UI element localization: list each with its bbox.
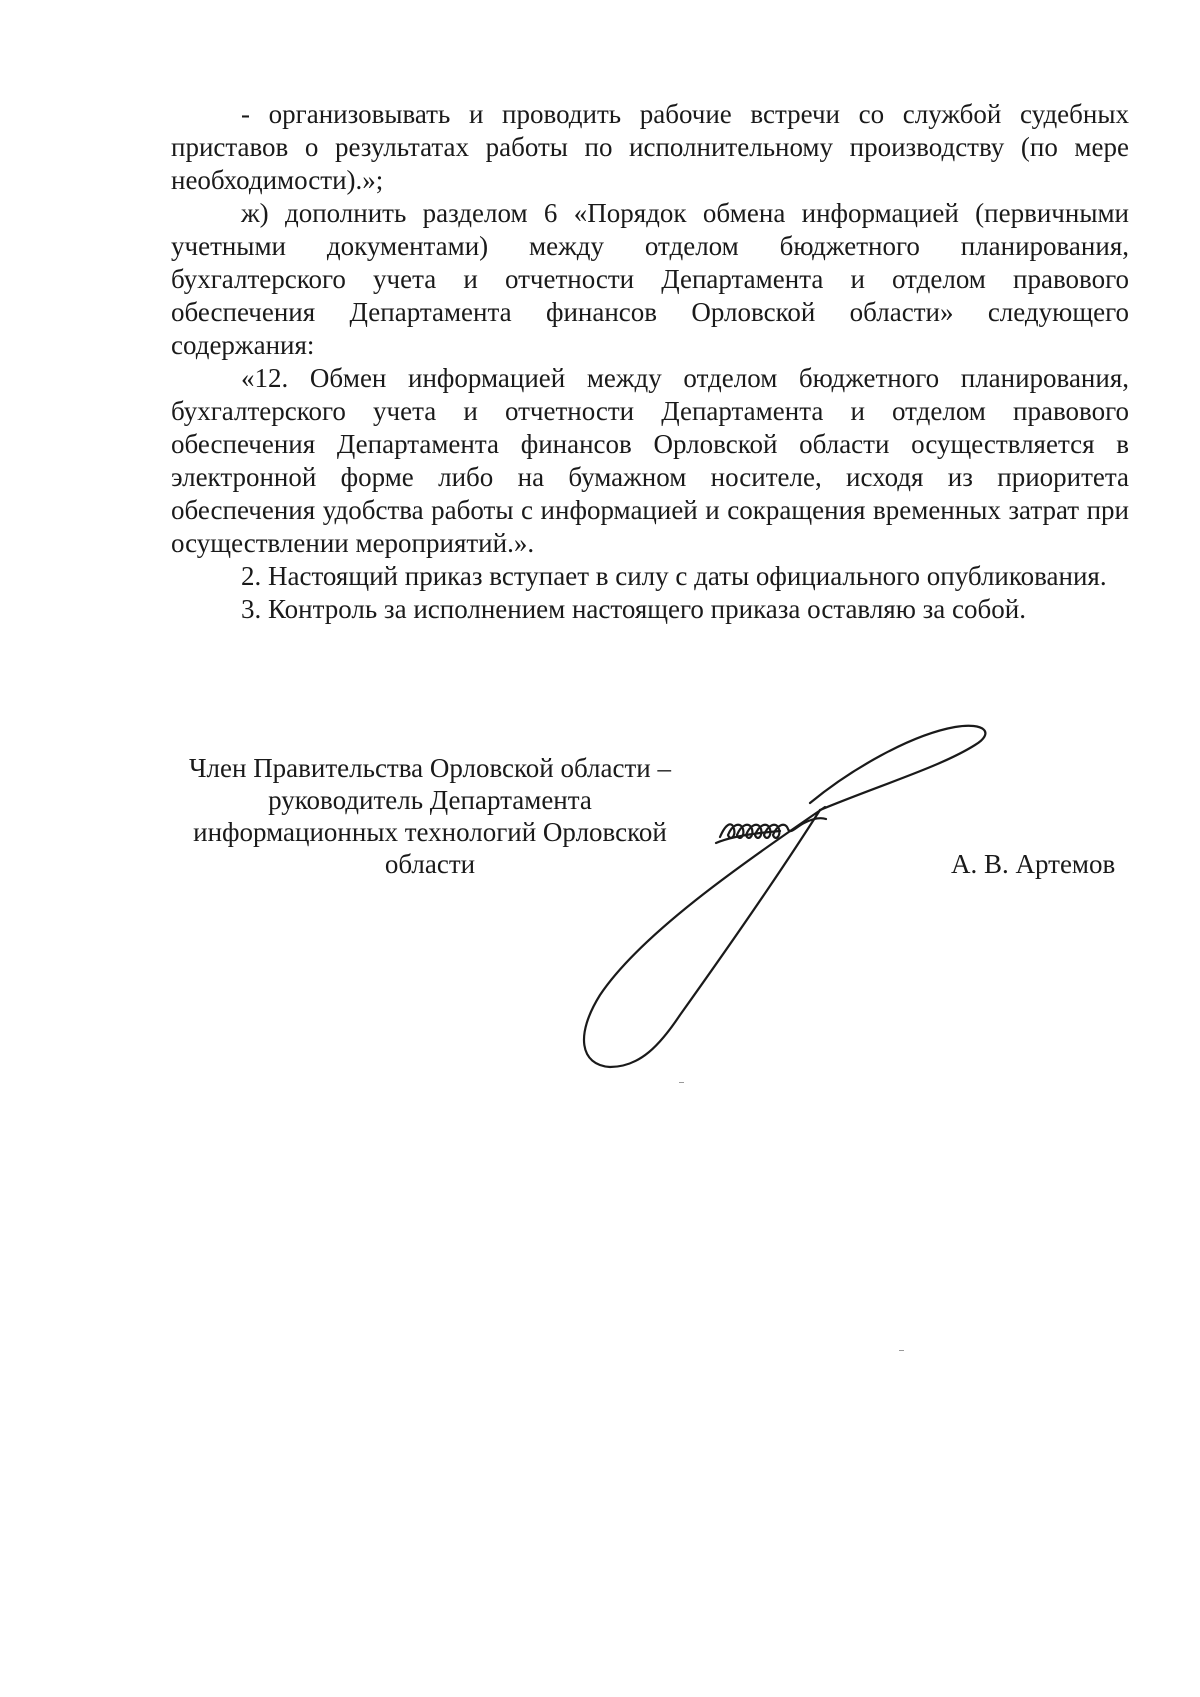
paragraph-control: 3. Контроль за исполнением настоящего приказа оставляю за собой. — [241, 594, 1026, 624]
signer-position-line: области — [384, 849, 476, 879]
document-body — [171, 98, 1129, 626]
paragraph-section-6: ж) дополнить разделом 6 «Порядок обмена информацией (первичными учетными документами) между отделом бюджетного планирования, бухгалтерского учета и отчетности Департамента и отделом правового обеспечения Департамента финансов Орловской области» следующего содержания: — [171, 198, 1129, 360]
signer-position-line: Член Правительства Орловской области – — [188, 753, 671, 783]
paragraph-meetings: - организовывать и проводить рабочие встречи со службой судебных приставов о результатах работы по исполнительному производству (по мере необходимости).»; — [171, 99, 1129, 195]
signer-name: А. В. Артемов — [951, 849, 1116, 879]
paragraph-effective-date: 2. Настоящий приказ вступает в силу с даты официального опубликования. — [241, 561, 1107, 591]
scan-speck — [899, 1350, 904, 1351]
paragraph-item-12: «12. Обмен информацией между отделом бюджетного планирования, бухгалтерского учета и отчетности Департамента и отделом правового обеспечения Департамента финансов Орловской области осуществляется в электронной форме либо на бумажном носителе, исходя из приоритета обеспечения удобства работы с информацией и сокращения временных затрат при осуществлении мероприятий.». — [171, 363, 1129, 558]
handwritten-signature — [580, 715, 1060, 1075]
signer-position-line: руководитель Департамента — [268, 785, 592, 815]
signer-position-line: информационных технологий Орловской — [193, 817, 667, 847]
scan-speck — [679, 1082, 684, 1083]
